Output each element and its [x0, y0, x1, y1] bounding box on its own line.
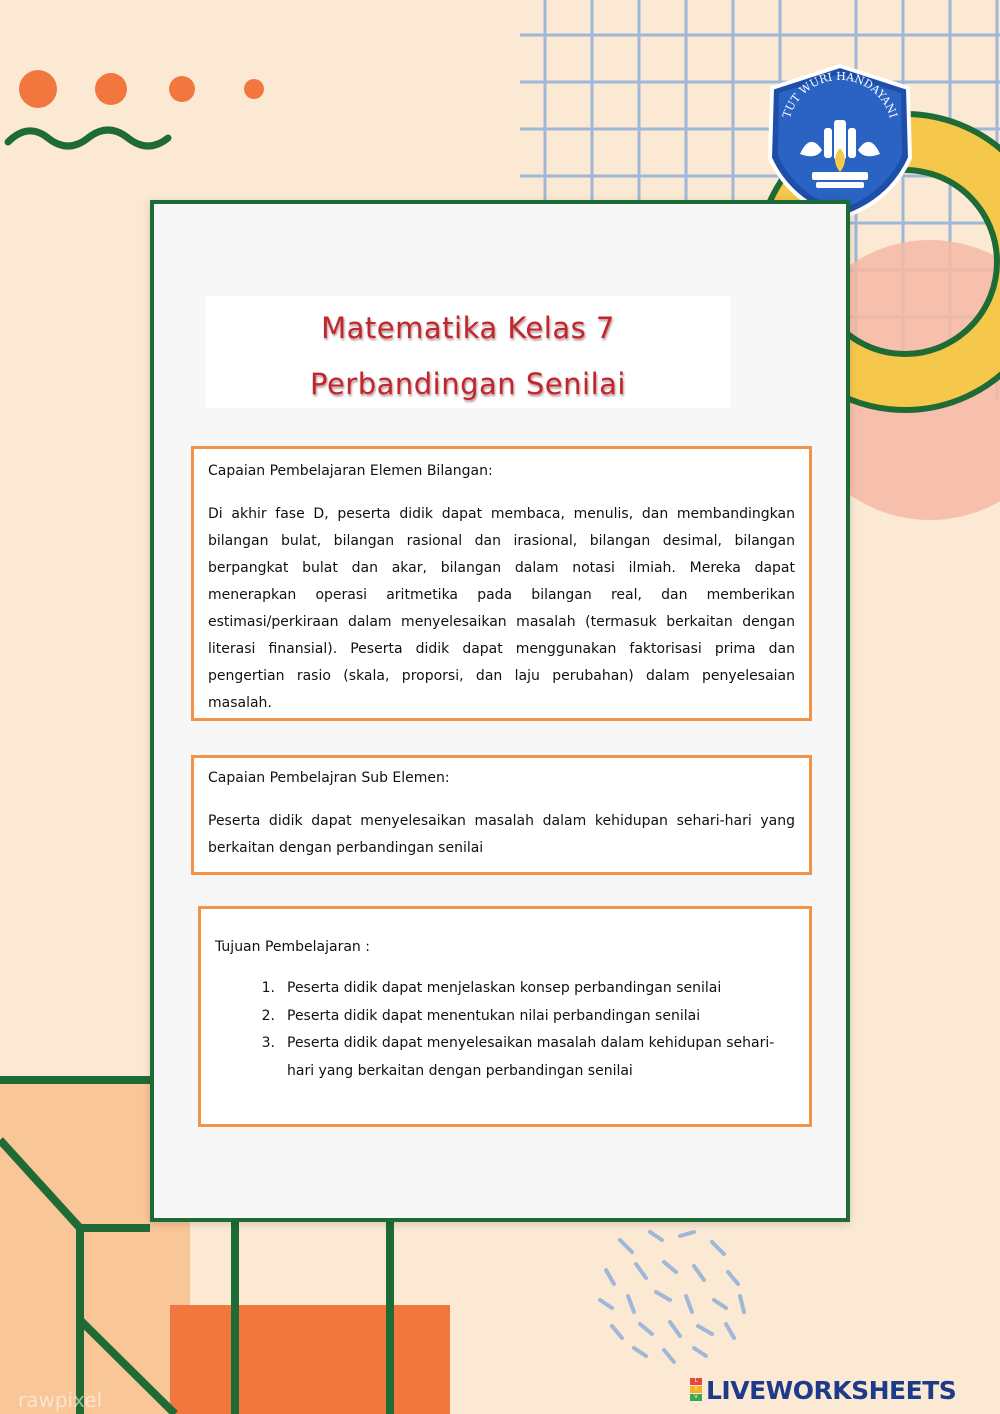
title-subject: Matematika Kelas 7 [321, 311, 615, 345]
tut-wuri-handayani-emblem [760, 62, 920, 222]
list-item: 1. Peserta didik dapat menjelaskan konsep perbandingan senilai [261, 980, 722, 996]
learning-outcome-subelement-box [191, 755, 812, 875]
section1-body: Di akhir fase D, peserta didik dapat membaca, menulis, dan membandingkan bilangan bulat, bilangan rasional dan irasional, bilangan desimal, bilangan berpangkat bulat dan akar, bilangan dalam notasi ilmiah. Mereka dapat menerapkan operasi aritmetika pada bilangan real, dan memberikan estimasi/perkiraan dalam menyelesaikan masalah (termasuk berkaitan dengan literasi finansial). Peserta didik dapat menggunakan faktorisasi prima dan pengertian rasio (skala, proporsi, dan laju perubahan) dalam penyelesaian masalah. [208, 506, 795, 711]
section3-heading: Tujuan Pembelajaran : [215, 939, 370, 955]
brand-badge-icon: L I V [690, 1378, 702, 1402]
orange-block [170, 1305, 450, 1414]
brand-name: LIVEWORKSHEETS [706, 1375, 957, 1405]
liveworksheets-logo[interactable] [690, 1376, 956, 1404]
rawpixel-watermark: rawpixel [18, 1388, 103, 1412]
learning-outcome-element-box [191, 446, 812, 721]
green-wave [8, 130, 168, 146]
emblem-motto: TUT WURI HANDAYANI [780, 69, 900, 120]
title-banner [206, 296, 730, 408]
title-topic: Perbandingan Senilai [310, 367, 626, 401]
blue-dash-pattern [600, 1232, 744, 1362]
list-item: 3. Peserta didik dapat menyelesaikan masalah dalam kehidupan sehari-hari yang berkaitan dengan perbandingan senilai [261, 1035, 775, 1079]
objectives-list [215, 975, 795, 1085]
list-item: 2. Peserta didik dapat menentukan nilai perbandingan senilai [261, 1007, 701, 1024]
learning-objectives-box [198, 906, 812, 1127]
section2-heading: Capaian Pembelajran Sub Elemen: [208, 770, 450, 786]
section1-heading: Capaian Pembelajaran Elemen Bilangan: [208, 463, 493, 479]
orange-dots [19, 70, 264, 108]
section2-body: Peserta didik dapat menyelesaikan masalah dalam kehidupan sehari-hari yang berkaitan dengan perbandingan senilai [208, 813, 795, 856]
